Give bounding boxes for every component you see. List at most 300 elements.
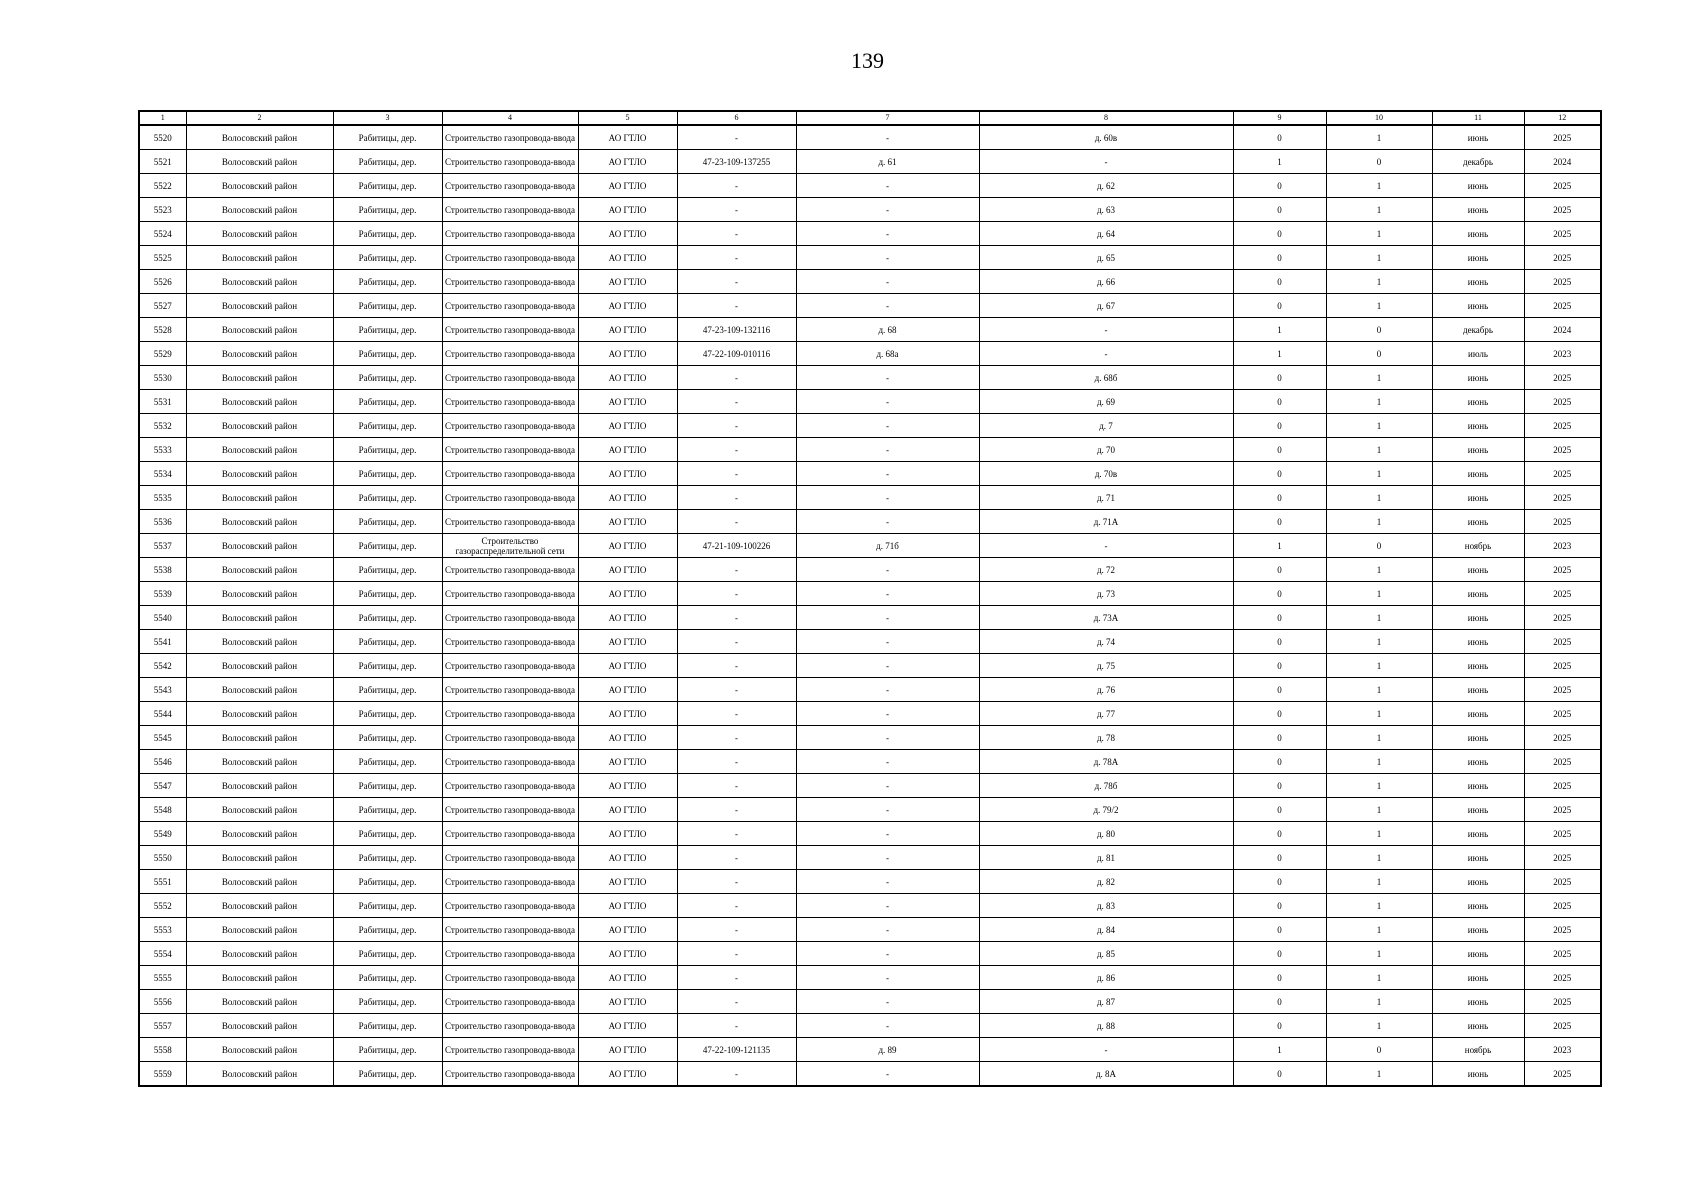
- cell-settlement: Рабитицы, дер.: [333, 125, 442, 150]
- cell-work-type: Строительство газопровода-ввода: [442, 222, 578, 246]
- cell-planned-house: д. 69: [979, 390, 1233, 414]
- cell-work-type: Строительство газопровода-ввода: [442, 558, 578, 582]
- page-number: 139: [851, 48, 884, 73]
- cell-row-number: 5536: [139, 510, 186, 534]
- cell-row-number: 5548: [139, 798, 186, 822]
- cell-work-type: Строительство газопровода-ввода: [442, 318, 578, 342]
- cell-district: Волосовский район: [186, 390, 333, 414]
- cell-year: 2025: [1524, 678, 1601, 702]
- cell-count-connected: 0: [1233, 486, 1326, 510]
- cell-connected-house: -: [796, 270, 979, 294]
- cell-year: 2025: [1524, 558, 1601, 582]
- cell-work-type: Строительство газопровода-ввода: [442, 462, 578, 486]
- cell-organization: АО ГТЛО: [578, 366, 677, 390]
- cell-connected-house: -: [796, 750, 979, 774]
- cell-month: ноябрь: [1432, 1038, 1524, 1062]
- cell-month: июнь: [1432, 798, 1524, 822]
- cell-organization: АО ГТЛО: [578, 270, 677, 294]
- cell-cadastral-number: -: [677, 174, 796, 198]
- cell-year: 2025: [1524, 174, 1601, 198]
- cell-row-number: 5553: [139, 918, 186, 942]
- table-row: [139, 318, 1601, 342]
- table-row: [139, 846, 1601, 870]
- cell-work-type: Строительство газопровода-ввода: [442, 582, 578, 606]
- cell-year: 2025: [1524, 246, 1601, 270]
- cell-settlement: Рабитицы, дер.: [333, 174, 442, 198]
- cell-district: Волосовский район: [186, 870, 333, 894]
- cell-connected-house: -: [796, 510, 979, 534]
- cell-district: Волосовский район: [186, 534, 333, 558]
- table-body: [139, 125, 1601, 1086]
- cell-count-planned: 1: [1326, 486, 1432, 510]
- table-row: [139, 798, 1601, 822]
- cell-cadastral-number: -: [677, 654, 796, 678]
- cell-planned-house: д. 85: [979, 942, 1233, 966]
- table-row: [139, 1038, 1601, 1062]
- cell-month: июнь: [1432, 270, 1524, 294]
- cell-month: июнь: [1432, 390, 1524, 414]
- cell-row-number: 5529: [139, 342, 186, 366]
- cell-count-connected: 0: [1233, 198, 1326, 222]
- cell-district: Волосовский район: [186, 630, 333, 654]
- cell-count-connected: 0: [1233, 654, 1326, 678]
- table-row: [139, 1014, 1601, 1038]
- cell-count-planned: 1: [1326, 846, 1432, 870]
- table-row: [139, 870, 1601, 894]
- cell-district: Волосовский район: [186, 582, 333, 606]
- cell-settlement: Рабитицы, дер.: [333, 726, 442, 750]
- cell-count-planned: 1: [1326, 510, 1432, 534]
- cell-work-type: Строительство газопровода-ввода: [442, 750, 578, 774]
- cell-district: Волосовский район: [186, 750, 333, 774]
- cell-year: 2025: [1524, 894, 1601, 918]
- table-row: [139, 486, 1601, 510]
- cell-month: июнь: [1432, 774, 1524, 798]
- table-row: [139, 654, 1601, 678]
- cell-count-connected: 0: [1233, 462, 1326, 486]
- cell-count-planned: 1: [1326, 774, 1432, 798]
- cell-year: 2025: [1524, 1062, 1601, 1087]
- cell-count-connected: 0: [1233, 438, 1326, 462]
- cell-connected-house: -: [796, 125, 979, 150]
- cell-month: июнь: [1432, 894, 1524, 918]
- cell-cadastral-number: -: [677, 366, 796, 390]
- cell-work-type: Строительство газопровода-ввода: [442, 990, 578, 1014]
- cell-row-number: 5538: [139, 558, 186, 582]
- cell-planned-house: д. 84: [979, 918, 1233, 942]
- cell-connected-house: -: [796, 1062, 979, 1087]
- cell-planned-house: д. 70: [979, 438, 1233, 462]
- cell-planned-house: д. 73А: [979, 606, 1233, 630]
- cell-planned-house: -: [979, 534, 1233, 558]
- cell-planned-house: д. 7: [979, 414, 1233, 438]
- cell-count-planned: 1: [1326, 125, 1432, 150]
- cell-settlement: Рабитицы, дер.: [333, 270, 442, 294]
- cell-count-planned: 1: [1326, 462, 1432, 486]
- cell-organization: АО ГТЛО: [578, 1038, 677, 1062]
- cell-count-planned: 1: [1326, 558, 1432, 582]
- cell-year: 2025: [1524, 702, 1601, 726]
- cell-row-number: 5521: [139, 150, 186, 174]
- cell-district: Волосовский район: [186, 918, 333, 942]
- cell-district: Волосовский район: [186, 366, 333, 390]
- cell-settlement: Рабитицы, дер.: [333, 462, 442, 486]
- cell-settlement: Рабитицы, дер.: [333, 198, 442, 222]
- cell-year: 2025: [1524, 990, 1601, 1014]
- cell-work-type: Строительство газопровода-ввода: [442, 606, 578, 630]
- table-row: [139, 918, 1601, 942]
- cell-count-connected: 0: [1233, 630, 1326, 654]
- cell-count-connected: 0: [1233, 390, 1326, 414]
- column-header: 3: [333, 111, 442, 125]
- cell-settlement: Рабитицы, дер.: [333, 654, 442, 678]
- cell-planned-house: д. 74: [979, 630, 1233, 654]
- cell-count-connected: 0: [1233, 1062, 1326, 1087]
- cell-settlement: Рабитицы, дер.: [333, 990, 442, 1014]
- cell-connected-house: д. 71б: [796, 534, 979, 558]
- cell-cadastral-number: 47-23-109-137255: [677, 150, 796, 174]
- data-table: [138, 110, 1602, 1087]
- cell-row-number: 5544: [139, 702, 186, 726]
- cell-organization: АО ГТЛО: [578, 390, 677, 414]
- table-row: [139, 678, 1601, 702]
- column-header: 9: [1233, 111, 1326, 125]
- table-row: [139, 966, 1601, 990]
- cell-planned-house: д. 82: [979, 870, 1233, 894]
- cell-count-planned: 1: [1326, 702, 1432, 726]
- table-row: [139, 990, 1601, 1014]
- cell-organization: АО ГТЛО: [578, 942, 677, 966]
- cell-year: 2024: [1524, 318, 1601, 342]
- cell-district: Волосовский район: [186, 318, 333, 342]
- cell-cadastral-number: -: [677, 606, 796, 630]
- cell-district: Волосовский район: [186, 462, 333, 486]
- cell-year: 2025: [1524, 294, 1601, 318]
- cell-organization: АО ГТЛО: [578, 558, 677, 582]
- cell-row-number: 5543: [139, 678, 186, 702]
- cell-cadastral-number: -: [677, 414, 796, 438]
- cell-count-planned: 0: [1326, 318, 1432, 342]
- column-header: 10: [1326, 111, 1432, 125]
- cell-settlement: Рабитицы, дер.: [333, 774, 442, 798]
- cell-connected-house: -: [796, 222, 979, 246]
- cell-row-number: 5545: [139, 726, 186, 750]
- cell-connected-house: -: [796, 918, 979, 942]
- cell-count-connected: 0: [1233, 702, 1326, 726]
- cell-settlement: Рабитицы, дер.: [333, 438, 442, 462]
- cell-count-connected: 0: [1233, 222, 1326, 246]
- table-row: [139, 1062, 1601, 1087]
- cell-year: 2025: [1524, 414, 1601, 438]
- cell-month: июнь: [1432, 870, 1524, 894]
- cell-settlement: Рабитицы, дер.: [333, 678, 442, 702]
- cell-row-number: 5549: [139, 822, 186, 846]
- cell-count-planned: 1: [1326, 894, 1432, 918]
- cell-organization: АО ГТЛО: [578, 846, 677, 870]
- cell-row-number: 5552: [139, 894, 186, 918]
- cell-year: 2025: [1524, 654, 1601, 678]
- cell-organization: АО ГТЛО: [578, 918, 677, 942]
- cell-year: 2025: [1524, 390, 1601, 414]
- cell-work-type: Строительство газопровода-ввода: [442, 894, 578, 918]
- cell-month: июнь: [1432, 125, 1524, 150]
- cell-organization: АО ГТЛО: [578, 870, 677, 894]
- cell-cadastral-number: 47-21-109-100226: [677, 534, 796, 558]
- table-row: [139, 342, 1601, 366]
- cell-planned-house: д. 64: [979, 222, 1233, 246]
- cell-settlement: Рабитицы, дер.: [333, 1062, 442, 1087]
- cell-year: 2025: [1524, 942, 1601, 966]
- cell-connected-house: д. 61: [796, 150, 979, 174]
- cell-settlement: Рабитицы, дер.: [333, 342, 442, 366]
- cell-settlement: Рабитицы, дер.: [333, 606, 442, 630]
- cell-year: 2025: [1524, 125, 1601, 150]
- cell-work-type: Строительство газопровода-ввода: [442, 798, 578, 822]
- cell-row-number: 5530: [139, 366, 186, 390]
- cell-connected-house: -: [796, 702, 979, 726]
- cell-planned-house: д. 79/2: [979, 798, 1233, 822]
- cell-row-number: 5524: [139, 222, 186, 246]
- cell-planned-house: д. 62: [979, 174, 1233, 198]
- cell-year: 2025: [1524, 270, 1601, 294]
- cell-district: Волосовский район: [186, 294, 333, 318]
- cell-row-number: 5557: [139, 1014, 186, 1038]
- cell-connected-house: -: [796, 606, 979, 630]
- cell-month: июнь: [1432, 702, 1524, 726]
- cell-work-type: Строительство газопровода-ввода: [442, 390, 578, 414]
- cell-count-planned: 1: [1326, 438, 1432, 462]
- cell-count-planned: 1: [1326, 270, 1432, 294]
- cell-row-number: 5558: [139, 1038, 186, 1062]
- table-row: [139, 774, 1601, 798]
- cell-organization: АО ГТЛО: [578, 462, 677, 486]
- cell-count-connected: 1: [1233, 150, 1326, 174]
- cell-count-planned: 1: [1326, 870, 1432, 894]
- cell-cadastral-number: -: [677, 486, 796, 510]
- cell-count-planned: 1: [1326, 390, 1432, 414]
- cell-year: 2025: [1524, 630, 1601, 654]
- cell-year: 2025: [1524, 582, 1601, 606]
- cell-work-type: Строительство газопровода-ввода: [442, 822, 578, 846]
- cell-work-type: Строительство газопровода-ввода: [442, 342, 578, 366]
- cell-row-number: 5546: [139, 750, 186, 774]
- cell-work-type: Строительство газопровода-ввода: [442, 486, 578, 510]
- cell-year: 2025: [1524, 222, 1601, 246]
- cell-month: июнь: [1432, 198, 1524, 222]
- cell-count-connected: 0: [1233, 246, 1326, 270]
- cell-district: Волосовский район: [186, 822, 333, 846]
- cell-year: 2025: [1524, 918, 1601, 942]
- cell-count-planned: 1: [1326, 606, 1432, 630]
- cell-row-number: 5542: [139, 654, 186, 678]
- cell-planned-house: д. 65: [979, 246, 1233, 270]
- cell-district: Волосовский район: [186, 1038, 333, 1062]
- cell-planned-house: д. 66: [979, 270, 1233, 294]
- cell-year: 2025: [1524, 870, 1601, 894]
- cell-settlement: Рабитицы, дер.: [333, 414, 442, 438]
- cell-district: Волосовский район: [186, 414, 333, 438]
- table-row: [139, 222, 1601, 246]
- cell-district: Волосовский район: [186, 510, 333, 534]
- cell-work-type: Строительство газопровода-ввода: [442, 702, 578, 726]
- cell-district: Волосовский район: [186, 654, 333, 678]
- cell-work-type: Строительство газопровода-ввода: [442, 414, 578, 438]
- table-row: [139, 630, 1601, 654]
- cell-month: июнь: [1432, 414, 1524, 438]
- cell-cadastral-number: -: [677, 702, 796, 726]
- cell-work-type: Строительство газопровода-ввода: [442, 726, 578, 750]
- cell-planned-house: д. 81: [979, 846, 1233, 870]
- cell-settlement: Рабитицы, дер.: [333, 486, 442, 510]
- cell-work-type: Строительство газопровода-ввода: [442, 654, 578, 678]
- column-header: 7: [796, 111, 979, 125]
- cell-settlement: Рабитицы, дер.: [333, 390, 442, 414]
- cell-cadastral-number: -: [677, 222, 796, 246]
- cell-row-number: 5526: [139, 270, 186, 294]
- cell-cadastral-number: -: [677, 846, 796, 870]
- cell-cadastral-number: -: [677, 966, 796, 990]
- cell-month: июнь: [1432, 558, 1524, 582]
- cell-month: июнь: [1432, 438, 1524, 462]
- cell-connected-house: -: [796, 366, 979, 390]
- cell-cadastral-number: 47-22-109-010116: [677, 342, 796, 366]
- cell-year: 2025: [1524, 510, 1601, 534]
- cell-organization: АО ГТЛО: [578, 414, 677, 438]
- cell-connected-house: -: [796, 990, 979, 1014]
- cell-settlement: Рабитицы, дер.: [333, 894, 442, 918]
- cell-organization: АО ГТЛО: [578, 510, 677, 534]
- cell-planned-house: -: [979, 318, 1233, 342]
- cell-organization: АО ГТЛО: [578, 1062, 677, 1087]
- cell-planned-house: д. 71А: [979, 510, 1233, 534]
- cell-work-type: Строительство газопровода-ввода: [442, 1038, 578, 1062]
- cell-cadastral-number: -: [677, 894, 796, 918]
- cell-organization: АО ГТЛО: [578, 198, 677, 222]
- cell-district: Волосовский район: [186, 894, 333, 918]
- cell-month: июнь: [1432, 678, 1524, 702]
- cell-settlement: Рабитицы, дер.: [333, 1038, 442, 1062]
- cell-count-connected: 0: [1233, 678, 1326, 702]
- cell-month: июнь: [1432, 1014, 1524, 1038]
- cell-work-type: Строительство газопровода-ввода: [442, 510, 578, 534]
- cell-count-connected: 0: [1233, 294, 1326, 318]
- cell-cadastral-number: -: [677, 798, 796, 822]
- cell-cadastral-number: 47-22-109-121135: [677, 1038, 796, 1062]
- cell-row-number: 5528: [139, 318, 186, 342]
- cell-cadastral-number: -: [677, 678, 796, 702]
- cell-work-type: Строительство газораспределительной сети: [442, 534, 578, 558]
- cell-settlement: Рабитицы, дер.: [333, 942, 442, 966]
- cell-month: июнь: [1432, 222, 1524, 246]
- cell-connected-house: д. 68: [796, 318, 979, 342]
- cell-count-planned: 1: [1326, 822, 1432, 846]
- cell-connected-house: -: [796, 654, 979, 678]
- table-row: [139, 534, 1601, 558]
- cell-row-number: 5550: [139, 846, 186, 870]
- cell-count-connected: 0: [1233, 270, 1326, 294]
- cell-count-planned: 1: [1326, 366, 1432, 390]
- cell-count-planned: 1: [1326, 798, 1432, 822]
- cell-connected-house: -: [796, 822, 979, 846]
- cell-count-planned: 1: [1326, 198, 1432, 222]
- table-row: [139, 246, 1601, 270]
- cell-cadastral-number: -: [677, 198, 796, 222]
- cell-year: 2025: [1524, 726, 1601, 750]
- cell-cadastral-number: -: [677, 918, 796, 942]
- cell-count-connected: 0: [1233, 966, 1326, 990]
- cell-month: июнь: [1432, 606, 1524, 630]
- cell-year: 2025: [1524, 966, 1601, 990]
- cell-planned-house: д. 71: [979, 486, 1233, 510]
- cell-district: Волосовский район: [186, 702, 333, 726]
- cell-district: Волосовский район: [186, 966, 333, 990]
- cell-planned-house: д. 80: [979, 822, 1233, 846]
- cell-month: июнь: [1432, 726, 1524, 750]
- cell-settlement: Рабитицы, дер.: [333, 558, 442, 582]
- cell-planned-house: д. 8А: [979, 1062, 1233, 1087]
- cell-year: 2025: [1524, 1014, 1601, 1038]
- cell-count-planned: 1: [1326, 174, 1432, 198]
- cell-district: Волосовский район: [186, 558, 333, 582]
- cell-organization: АО ГТЛО: [578, 534, 677, 558]
- cell-row-number: 5537: [139, 534, 186, 558]
- cell-year: 2025: [1524, 198, 1601, 222]
- cell-settlement: Рабитицы, дер.: [333, 1014, 442, 1038]
- cell-district: Волосовский район: [186, 222, 333, 246]
- cell-cadastral-number: -: [677, 270, 796, 294]
- table-row: [139, 174, 1601, 198]
- cell-count-connected: 0: [1233, 125, 1326, 150]
- table-row: [139, 822, 1601, 846]
- cell-work-type: Строительство газопровода-ввода: [442, 942, 578, 966]
- cell-work-type: Строительство газопровода-ввода: [442, 198, 578, 222]
- cell-district: Волосовский район: [186, 150, 333, 174]
- cell-count-connected: 1: [1233, 342, 1326, 366]
- column-number-row: [139, 111, 1601, 125]
- cell-count-planned: 1: [1326, 750, 1432, 774]
- cell-connected-house: -: [796, 630, 979, 654]
- cell-work-type: Строительство газопровода-ввода: [442, 270, 578, 294]
- cell-connected-house: -: [796, 1014, 979, 1038]
- cell-organization: АО ГТЛО: [578, 222, 677, 246]
- cell-row-number: 5551: [139, 870, 186, 894]
- cell-planned-house: д. 78: [979, 726, 1233, 750]
- cell-district: Волосовский район: [186, 174, 333, 198]
- cell-count-planned: 1: [1326, 990, 1432, 1014]
- cell-district: Волосовский район: [186, 846, 333, 870]
- cell-count-connected: 0: [1233, 918, 1326, 942]
- cell-connected-house: -: [796, 390, 979, 414]
- cell-count-connected: 1: [1233, 318, 1326, 342]
- cell-work-type: Строительство газопровода-ввода: [442, 918, 578, 942]
- cell-settlement: Рабитицы, дер.: [333, 702, 442, 726]
- cell-work-type: Строительство газопровода-ввода: [442, 1062, 578, 1087]
- cell-connected-house: -: [796, 582, 979, 606]
- cell-organization: АО ГТЛО: [578, 318, 677, 342]
- cell-count-connected: 0: [1233, 870, 1326, 894]
- cell-row-number: 5539: [139, 582, 186, 606]
- cell-month: июнь: [1432, 654, 1524, 678]
- cell-cadastral-number: -: [677, 558, 796, 582]
- cell-count-connected: 0: [1233, 726, 1326, 750]
- cell-cadastral-number: 47-23-109-132116: [677, 318, 796, 342]
- cell-month: июнь: [1432, 942, 1524, 966]
- cell-organization: АО ГТЛО: [578, 774, 677, 798]
- cell-year: 2025: [1524, 366, 1601, 390]
- cell-district: Волосовский район: [186, 342, 333, 366]
- cell-year: 2025: [1524, 750, 1601, 774]
- cell-year: 2025: [1524, 438, 1601, 462]
